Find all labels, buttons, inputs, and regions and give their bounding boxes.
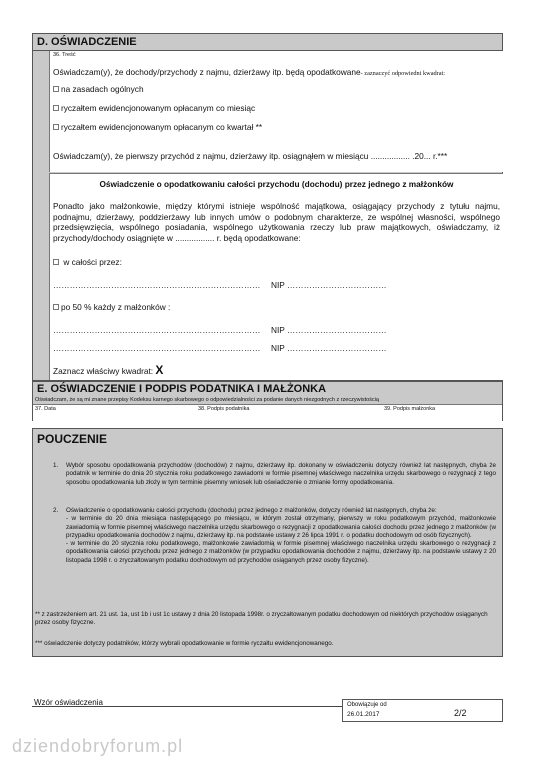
declaration-line	[53, 67, 501, 78]
dots-line: …………………………………………………………………	[53, 280, 261, 290]
nip-line: NIP ………………………………	[271, 280, 387, 290]
section-e-title: E. OŚWIADCZENIE I PODPIS PODATNIKA I MAŁŻONKA	[37, 383, 327, 395]
checkbox[interactable]	[53, 86, 59, 92]
mark-hint-line	[53, 365, 163, 377]
dots-line: …………………………………………………………………	[53, 325, 261, 335]
footer	[32, 697, 503, 722]
declaration-hint: - zaznaczyć odpowiedni kwadrat:	[360, 70, 446, 77]
section-d-body	[32, 51, 503, 381]
checkbox[interactable]	[53, 259, 59, 265]
checkbox[interactable]	[53, 304, 59, 310]
dots-line: …………………………………………………………………	[53, 343, 261, 353]
field-37[interactable]	[33, 404, 197, 422]
mark-hint: Zaznacz właściwy kwadrat:	[53, 366, 154, 376]
option-general[interactable]	[53, 84, 144, 95]
field-38[interactable]	[196, 404, 383, 422]
section-d-header	[32, 33, 503, 51]
nip-line: NIP ………………………………	[271, 343, 387, 353]
checkbox[interactable]	[53, 124, 59, 130]
item2-number: 2.	[53, 507, 59, 514]
field-38-label: 38. Podpis podatnika	[198, 406, 250, 412]
item2-intro: Oświadczenie o opodatkowaniu całości przychodu (dochodu) przez jednego z małżonków, dotyczy również lat następnych, chyba że:	[66, 507, 437, 514]
option-label: ryczałtem ewidencjonowanym opłacanym co kwartał **	[61, 122, 263, 132]
option-label: ryczałtem ewidencjonowanym opłacanym co miesiąc	[61, 103, 256, 113]
option-whole[interactable]	[53, 257, 122, 268]
spouse-declaration	[49, 173, 503, 380]
note-double-star: ** z zastrzeżeniem art. 21 ust. 1a, ust 1b i ust 1c ustawy z dnia 20 listopada 1998r. o zryczałtowanym podatku dochodowym od niektórych przychodów osiąganych przez osoby fizyczne.	[35, 611, 488, 627]
field-37-label: 37. Data	[35, 406, 56, 412]
form-name: Wzór oświadczenia	[34, 698, 103, 707]
field-39-label: 39. Podpis małżonka	[384, 406, 436, 412]
first-income-line: Oświadczam(y), że pierwszy przychód z najmu, dzierżawy itp. osiągnąłem w miesiącu ................. .20... r.***	[53, 151, 448, 161]
spouse-title: Oświadczenie o opodatkowaniu całości przychodu (dochodu) przez jednego z małżonków	[99, 179, 454, 189]
option-label: po 50 % każdy z małżonków :	[61, 302, 171, 312]
field-39[interactable]	[382, 404, 502, 422]
pouczenie-section	[32, 428, 503, 657]
spouse-text: Ponadto jako małżonkowie, między którymi istnieje wspólność majątkowa, osiągający przychody z tytułu najmu, podnajmu, dzierżawy, poddzierżawy lub innych umów o podobnym charakterze, ze wspólnej własności, wspólnego przedsięwzięcia, wspólnego posiadania, wspólnego użytkowania rzeczy lub praw majątkowych, oświadczamy, iż przychody/dochody osiągnięte w ................. r. będą opodatkowane:	[53, 201, 500, 243]
option-monthly[interactable]	[53, 103, 255, 114]
section-e	[32, 381, 503, 421]
item2-exception-1: - w terminie do 20 dnia miesiąca następującego po miesiącu, w którym został otrzymany, pierwszy w roku podatkowym przychód, małżonkowie zawiadomią w formie pisemnej właściwego naczelnika urzędu skarbowego o rezygnacji z opodatkowania całości dochodu przez jednego z małżonków (w przypadku opodatkowania dochodów z najmu, dzierżawy itp. na podstawie ustawy z 26 lipca 1991 r. o podatku dochodowym od osób fizycznych).	[66, 515, 496, 539]
valid-from-label: Obowiązuje od	[347, 702, 387, 708]
section-d-title: D. OŚWIADCZENIE	[37, 36, 137, 48]
field-36-label: 36. Treść	[53, 52, 76, 58]
footer-rule	[32, 706, 342, 707]
declaration-text: Oświadczam(y), że dochody/przychody z najmu, dzierżawy itp. będą opodatkowane	[53, 67, 361, 77]
item2-text	[66, 507, 496, 565]
option-label: na zasadach ogólnych	[61, 84, 144, 94]
item2-exception-2: - w terminie do 20 stycznia roku podatkowego, małżonkowie zawiadomią w formie pisemnej właściwego naczelnika urzędu skarbowego o rezygnacji z opodatkowania całości przychodu przez jednego z małżonków (w przypadku opodatkowania dochodów z najmu, dzierżawy itp. na podstawie ustawy z 20 listopada 1998 r. o zryczałtowanym podatku dochodowym od przychodów osiąganych przez osoby fizyczne).	[66, 540, 496, 564]
field-36	[49, 51, 503, 172]
pouczenie-title: POUCZENIE	[37, 432, 108, 446]
valid-from-box	[342, 699, 503, 722]
watermark: dziendobryforum.pl	[12, 736, 184, 756]
option-quarterly[interactable]	[53, 122, 262, 133]
note-triple-star: *** oświadczenie dotyczy podatników, którzy wybrali opodatkowanie w formie ryczałtu ewidencjonowanego.	[35, 640, 334, 647]
valid-from-date: 26.01.2017	[347, 711, 380, 718]
mark-x: X	[155, 363, 164, 377]
nip-line: NIP ………………………………	[271, 325, 387, 335]
section-e-subtitle: Oświadczam, że są mi znane przepisy Kodeksu karnego skarbowego o odpowiedzialności za podanie danych niezgodnych z rzeczywistością	[35, 397, 379, 403]
item1-text: Wybór sposobu opodatkowania przychodów (dochodów) z najmu, dzierżawy itp. dokonany w oświadczeniu dotyczy również lat następnych, chyba że podatnik w terminie do dnia 20 stycznia roku podatkowego zawiadomi w formie pisemnej właściwego naczelnika urzędu skarbowego o rezygnacji z tego sposobu opodatkowania lub złoży w tym terminie pisemny wniosek lub oświadczenie o zmianie formy opodatkowania.	[66, 462, 496, 486]
option-label: w całości przez:	[63, 257, 122, 267]
page-number: 2/2	[454, 708, 467, 718]
item1-number: 1.	[53, 462, 59, 469]
checkbox[interactable]	[53, 105, 59, 111]
option-half[interactable]	[53, 302, 170, 313]
